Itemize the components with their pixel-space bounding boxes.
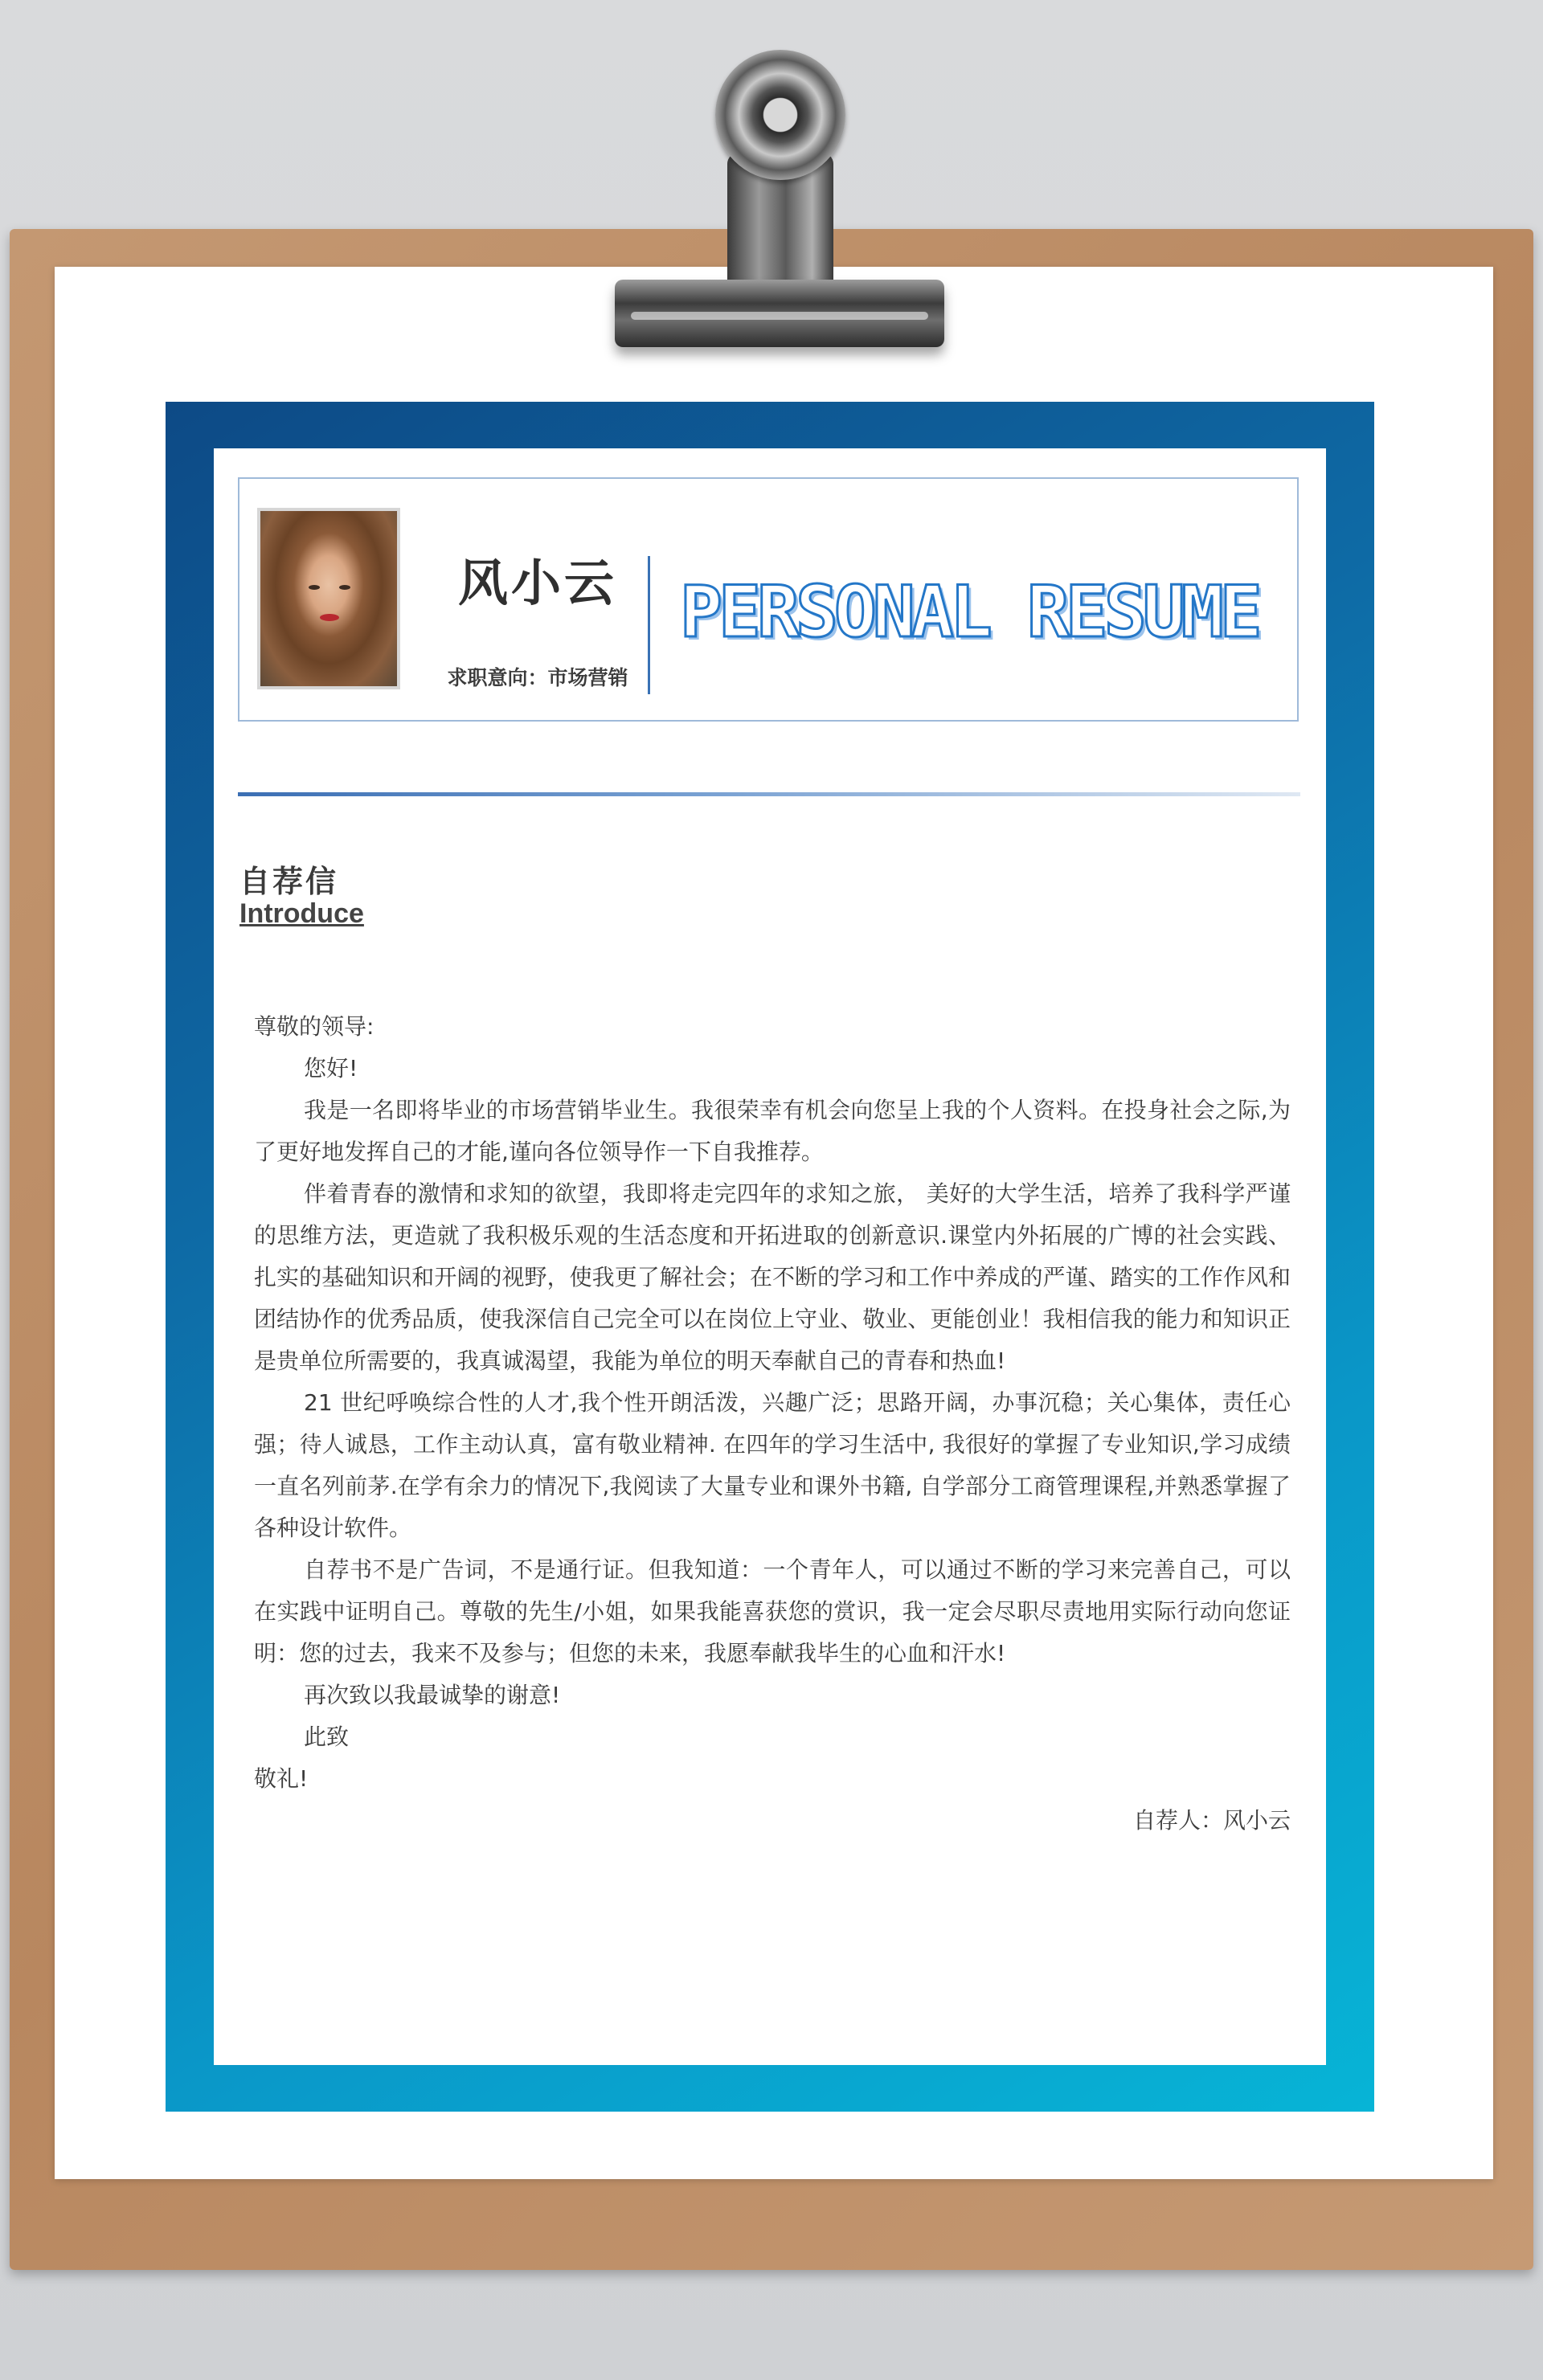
- letter-regards: 此致: [304, 1724, 350, 1750]
- job-intent: 求职意向：市场营销: [447, 666, 628, 689]
- letter-paragraph: 伴着青春的激情和求知的欲望，我即将走完四年的求知之旅， 美好的大学生活，培养了我科学严谨的思维方法，更造就了我积极乐观的生活态度和开拓进取的创新意识.课堂内外拓展的广博的社会实践、扎实的基础知识和开阔的视野，使我更了解社会；在不断的学习和工作中养成的严谨、踏实的工作作风和团结协作的优秀品质，使我深信自己完全可以在岗位上守业、敬业、更能创业！我相信我的能力和知识正是贵单位所需要的，我真诚渴望，我能为单位的明天奉献自己的青春和热血!: [254, 1180, 1291, 1374]
- resume-headline: PERSONAL RESUME: [680, 570, 1259, 653]
- section-subtitle: Introduce: [239, 898, 364, 929]
- letter-paragraph: 21 世纪呼唤综合性的人才,我个性开朗活泼，兴趣广泛；思路开阔，办事沉稳；关心集体，责任心强；待人诚恳，工作主动认真，富有敬业精神. 在四年的学习生活中, 我很好的掌握了专业知识,学习成绩一直名列前茅.在学有余力的情况下,我阅读了大量专业和课外书籍, 自学部分工商管理课程,并熟悉掌握了各种设计软件。: [254, 1389, 1291, 1541]
- cover-letter: [254, 1006, 1291, 1842]
- photo-eye-left: [309, 585, 320, 590]
- letter-salutation: 尊敬的领导:: [254, 1013, 374, 1040]
- clip-highlight: [631, 312, 928, 320]
- letter-thanks: 再次致以我最诚挚的谢意!: [304, 1682, 561, 1708]
- letter-signature: 自荐人：风小云: [1132, 1807, 1291, 1834]
- section-title: 自荐信: [239, 864, 339, 899]
- resume-page: [214, 448, 1326, 2065]
- photo-eye-right: [339, 585, 350, 590]
- portrait-photo: [257, 508, 400, 689]
- letter-paragraph: 我是一名即将毕业的市场营销毕业生。我很荣幸有机会向您呈上我的个人资料。在投身社会之际,为了更好地发挥自己的才能,谨向各位领导作一下自我推荐。: [254, 1097, 1291, 1165]
- letter-paragraph: 自荐书不是广告词，不是通行证。但我知道：一个青年人，可以通过不断的学习来完善自己，可以在实践中证明自己。尊敬的先生/小姐，如果我能喜获您的赏识，我一定会尽职尽责地用实际行动向您证明：您的过去，我来不及参与；但您的未来，我愿奉献我毕生的心血和汗水!: [254, 1556, 1291, 1666]
- resume-header: [238, 477, 1299, 722]
- letter-greeting: 您好!: [304, 1055, 358, 1082]
- letter-closing: 敬礼!: [254, 1765, 309, 1792]
- horizontal-rule: [238, 792, 1300, 796]
- resume-frame: [166, 402, 1374, 2112]
- candidate-name: 风小云: [457, 554, 617, 612]
- photo-lips: [320, 614, 339, 621]
- header-divider: [648, 556, 650, 694]
- binder-clip-ring: [715, 50, 845, 180]
